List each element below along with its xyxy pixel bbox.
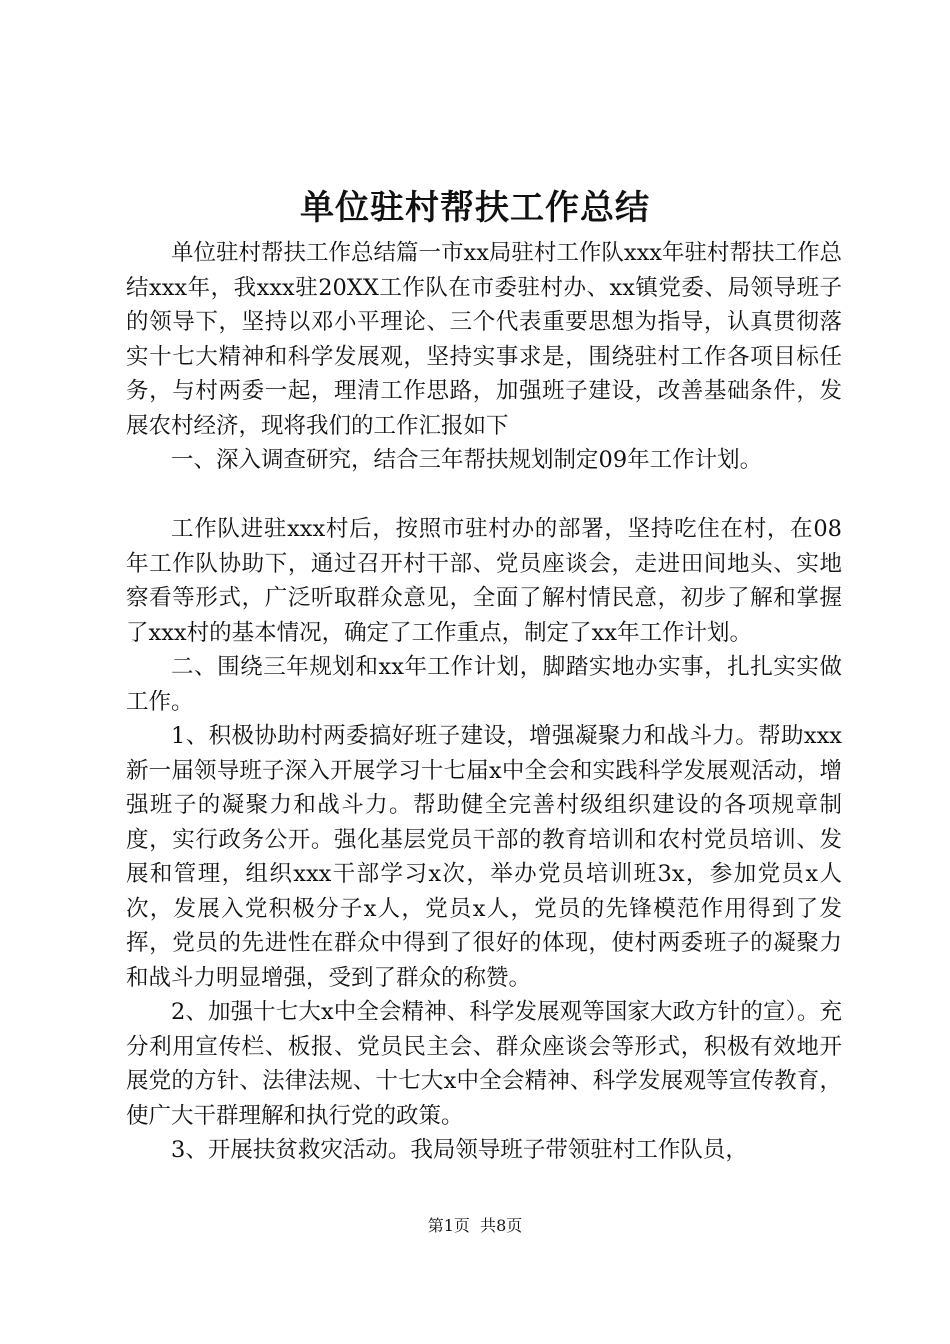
paragraph-section-2-heading: 二、围绕三年规划和xx年工作计划，脚踏实地办实事，扎扎实实做工作。: [126, 654, 842, 715]
paragraph-section-1-heading: 一、深入调查研究，结合三年帮扶规划制定09年工作计划。: [171, 447, 763, 473]
page-number-current: 第1页: [427, 1216, 470, 1235]
page-footer: [0, 1214, 950, 1238]
paragraph-item-1: 1、积极协助村两委搞好班子建设，增强凝聚力和战斗力。帮助xxx新一届领导班子深入开展学习十七届x中全会和实践科学发展观活动，增强班子的凝聚力和战斗力。帮助健全完善村级组织建设的各项规章制度，实行政务公开。强化基层党员干部的教育培训和农村党员培训、发展和管理，组织xxx干部学习x次，举办党员培训班3x，参加党员x人次，发展入党积极分子x人，党员x人，党员的先锋模范作用得到了发挥，党员的先进性在群众中得到了很好的体现，使村两委班子的凝聚力和战斗力明显增强，受到了群众的称赞。: [126, 723, 842, 991]
paragraph-intro: 单位驻村帮扶工作总结篇一市xx局驻村工作队xxx年驻村帮扶工作总结xxx年，我xxx驻20XX工作队在市委驻村办、xx镇党委、局领导班子的领导下，坚持以邓小平理论、三个代表重要思想为指导，认真贯彻落实十七大精神和科学发展观，坚持实事求是，围绕驻村工作各项目标任务，与村两委一起，理清工作思路，加强班子建设，改善基础条件，发展农村经济，现将我们的工作汇报如下: [126, 240, 842, 439]
paragraph-section-1-body: 工作队进驻xxx村后，按照市驻村办的部署，坚持吃住在村，在08年工作队协助下，通过召开村干部、党员座谈会，走进田间地头、实地察看等形式，广泛听取群众意见，全面了解村情民意，初步了解和掌握了xxx村的基本情况，确定了工作重点，制定了xx年工作计划。: [126, 516, 842, 646]
document-title: 单位驻村帮扶工作总结: [300, 188, 650, 228]
paragraph-item-3: 3、开展扶贫救灾活动。我局领导班子带领驻村工作队员，: [171, 1137, 748, 1163]
document-body: [126, 236, 842, 1168]
page-number-total: 共8页: [480, 1216, 523, 1235]
paragraph-item-2: 2、加强十七大x中全会精神、科学发展观等国家大政方针的宣）。充分利用宣传栏、板报、党员民主会、群众座谈会等形式，积极有效地开展党的方针、法律法规、十七大x中全会精神、科学发展观等宣传教育，使广大干群理解和执行党的政策。: [126, 999, 842, 1129]
footer-spacer: [470, 1216, 480, 1235]
